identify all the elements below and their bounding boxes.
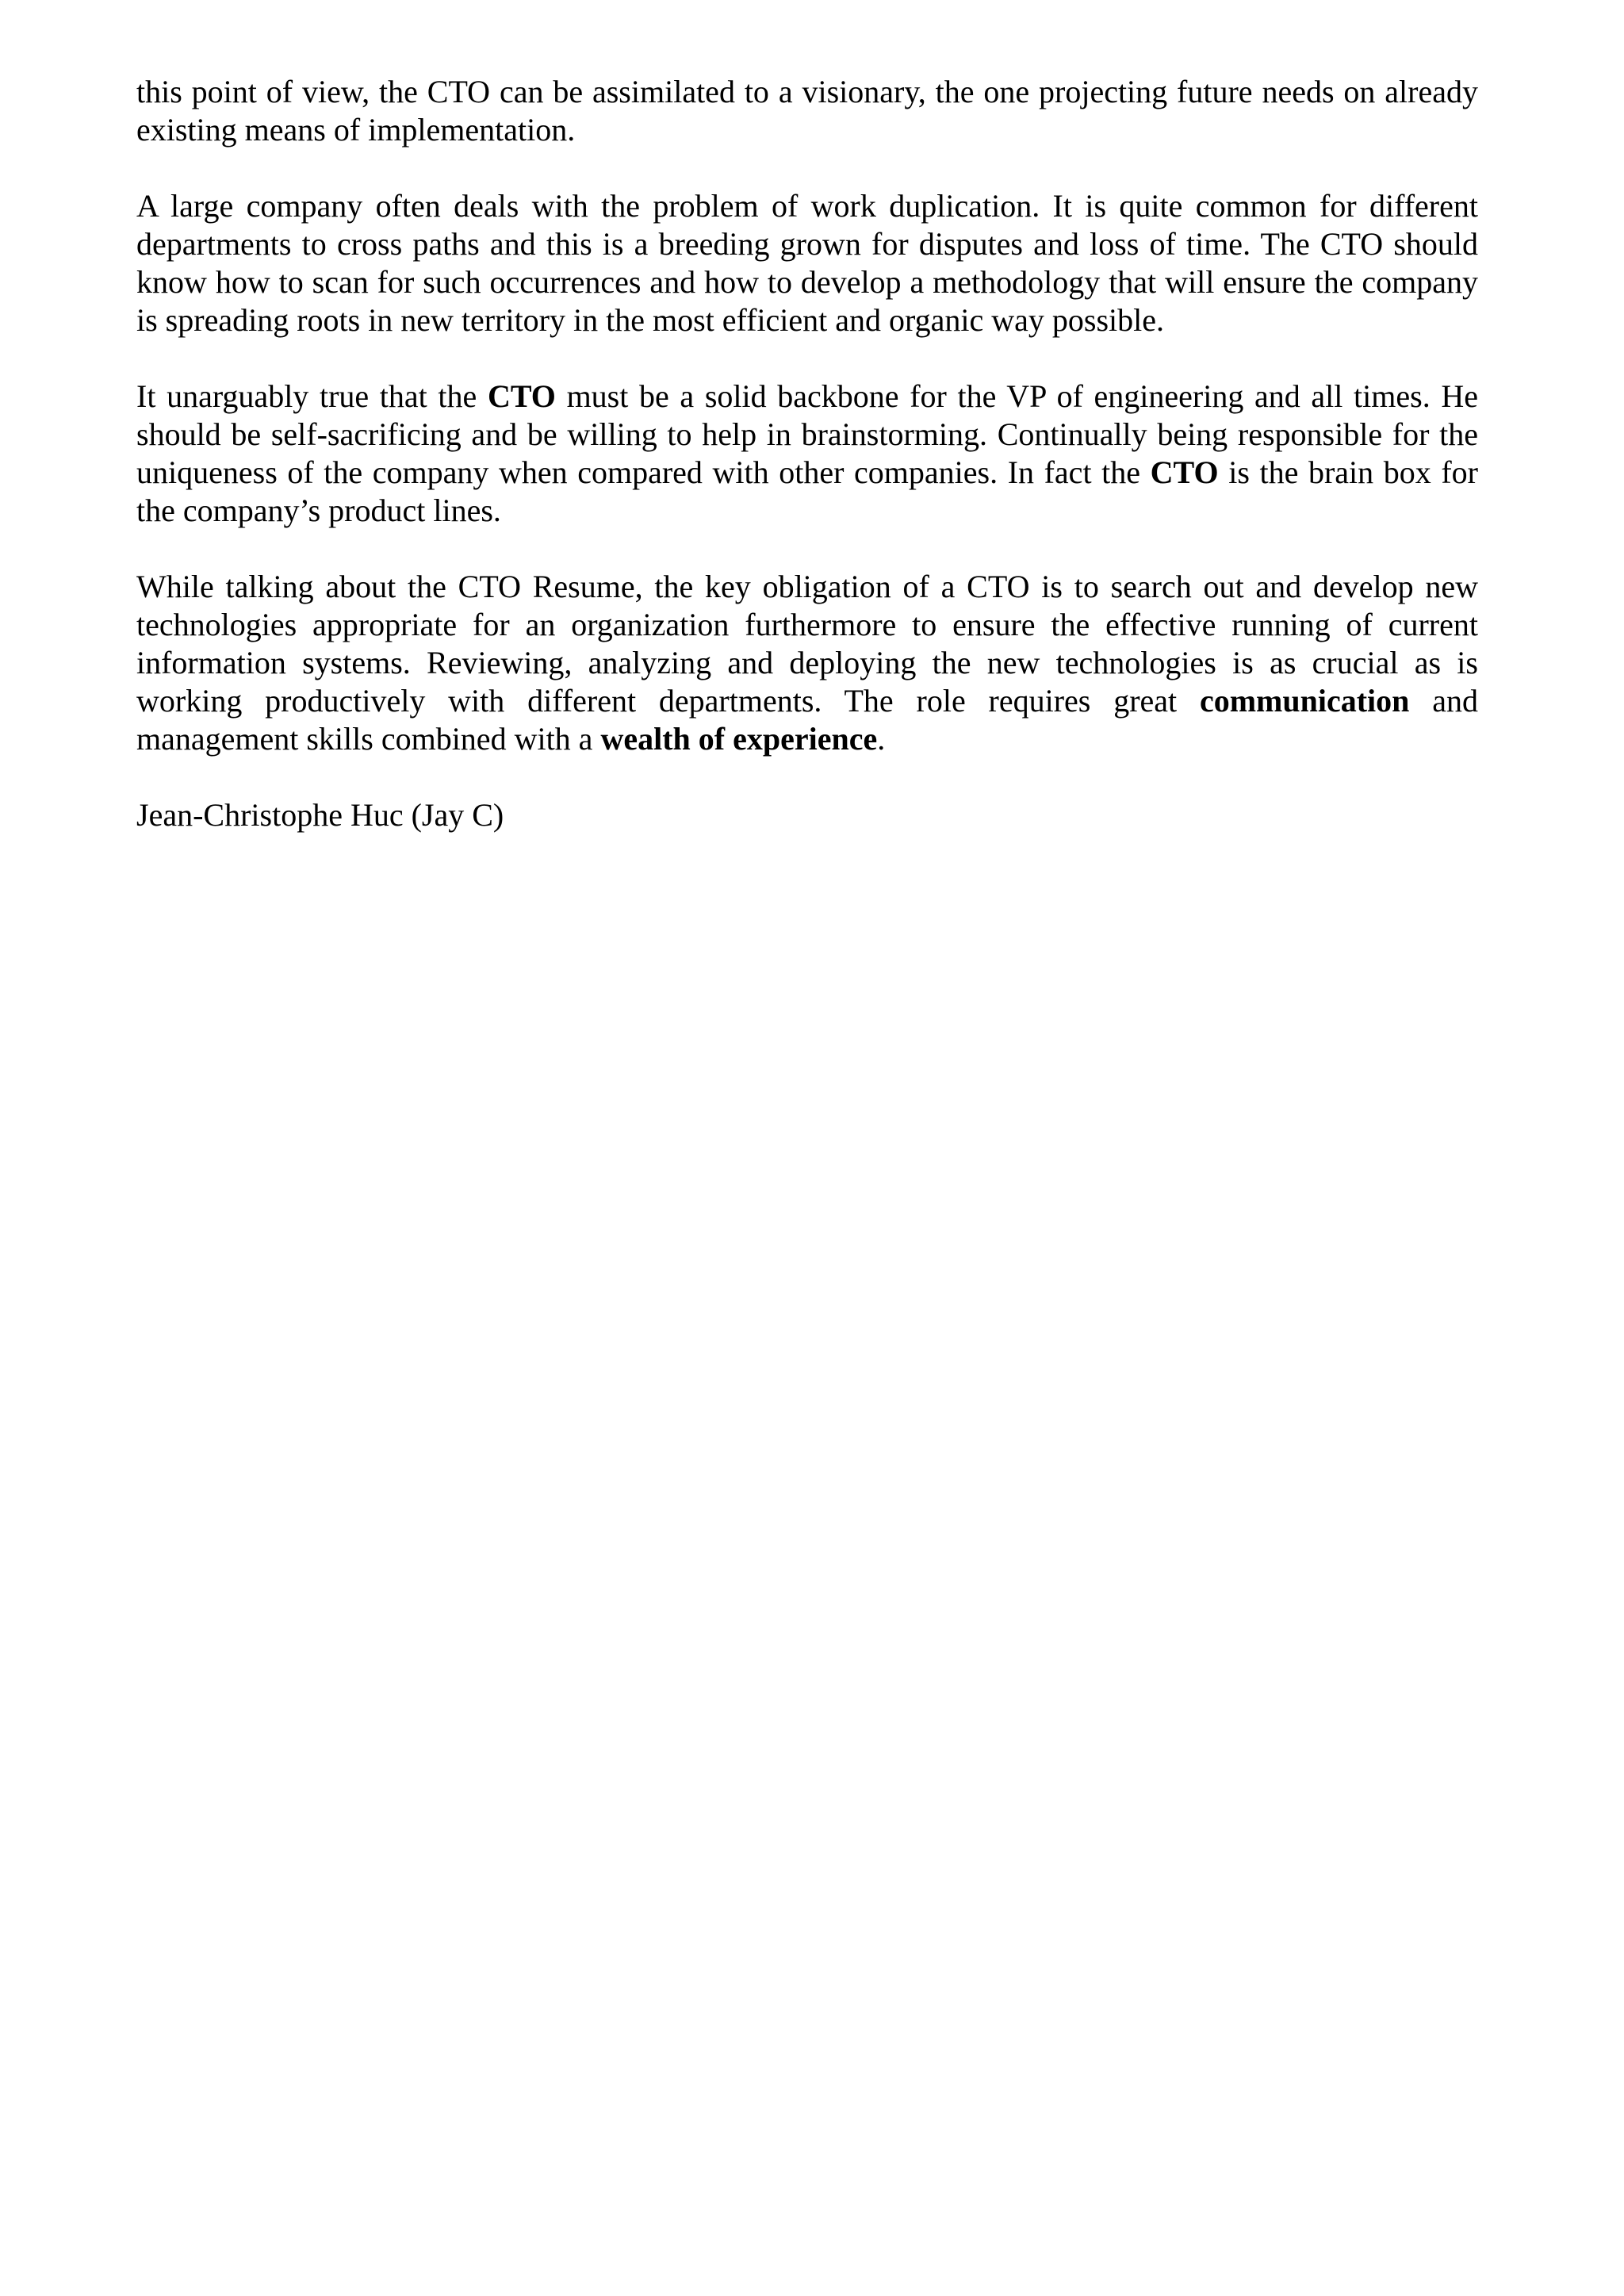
paragraph-text-segment: While talking about the CTO Resume, the key obligation of a CTO is to search out and develop new technologies appropriate for an organization furthermore to ensure the effective running of current information systems. Reviewing, analyzing and deploying the new technologies is as crucial as is working productively with different departments. The role requires great — [136, 569, 1478, 719]
paragraph-cto-backbone — [136, 378, 1478, 530]
bold-term-communication: communication — [1199, 683, 1410, 719]
author-signature: Jean-Christophe Huc (Jay C) — [136, 797, 504, 833]
bold-term-cto: CTO — [487, 378, 556, 414]
bold-term-cto: CTO — [1150, 454, 1219, 490]
paragraph-text: this point of view, the CTO can be assimilated to a visionary, the one projecting future needs on already existing means of implementation. — [136, 74, 1478, 148]
paragraph-text-segment: . — [877, 721, 886, 757]
document-body — [136, 73, 1478, 834]
paragraph-text: A large company often deals with the problem of work duplication. It is quite common for different departments to cross paths and this is a breeding grown for disputes and loss of time. The CTO should know how to scan for such occurrences and how to develop a methodology that will ensure the company is spreading roots in new territory in the most efficient and organic way possible. — [136, 188, 1478, 338]
paragraph-cto-resume — [136, 568, 1478, 758]
bold-term-wealth-of-experience: wealth of experience — [600, 721, 878, 757]
paragraph-text-segment: and management skills combined with a — [136, 683, 1478, 757]
paragraph-work-duplication — [136, 187, 1478, 339]
paragraph-text-segment: must be a solid backbone for the VP of engineering and all times. He should be self-sacrificing and be willing to help in brainstorming. Continually being responsible for the uniqueness of the company when compared with other companies. In fact the — [136, 378, 1479, 490]
paragraph-cto-visionary — [136, 73, 1478, 149]
paragraph-text-segment: is the brain box for the company’s product lines. — [136, 454, 1479, 528]
paragraph-text-segment: It unarguably true that the — [136, 378, 488, 414]
